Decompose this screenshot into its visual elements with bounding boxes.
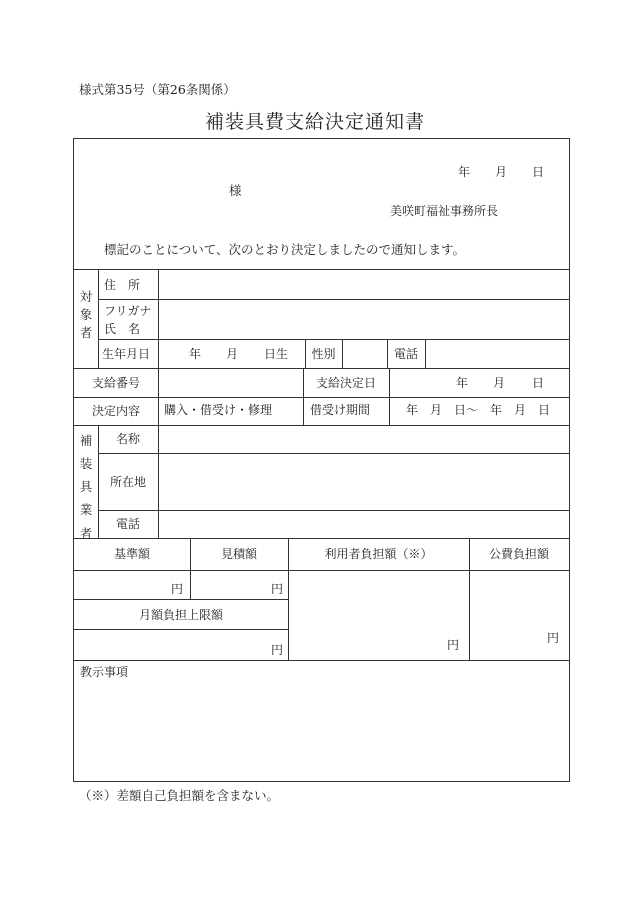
phone-label: 電話	[393, 347, 418, 361]
furigana-label: フリガナ	[104, 304, 152, 318]
name-label: 氏 名	[104, 322, 141, 336]
estimate-amount-yen: 円	[271, 582, 284, 596]
public-burden-label: 公費負担額	[488, 547, 549, 561]
form-frame	[73, 138, 570, 782]
footnote: （※）差額自己負担額を含まない。	[79, 788, 280, 803]
form-number: 様式第35号（第26条関係）	[79, 82, 236, 97]
vendor-section-label: 補 装 具 業 者	[79, 433, 93, 541]
public-burden-yen: 円	[547, 631, 560, 645]
vendor-location-label: 所在地	[109, 475, 146, 489]
estimate-amount-label: 見積額	[220, 547, 257, 561]
decision-year-label: 年	[456, 376, 469, 390]
content-label: 決定内容	[91, 404, 140, 418]
monthly-cap-label: 月額負担上限額	[138, 608, 223, 622]
vendor-name-label: 名称	[115, 432, 140, 446]
user-burden-label: 利用者負担額（※）	[324, 547, 433, 561]
page-title: 補装具費支給決定通知書	[204, 111, 425, 133]
honorific: 様	[229, 183, 242, 198]
issuer: 美咲町福祉事務所長	[390, 204, 499, 218]
sex-label: 性別	[311, 347, 336, 361]
user-burden-yen: 円	[447, 638, 460, 652]
notice-message: 標記のことについて、次のとおり決定しましたので通知します。	[104, 242, 466, 257]
birthdate-label: 生年月日	[102, 347, 151, 361]
decision-day-label: 日	[532, 376, 545, 390]
decision-date-label: 支給決定日	[315, 376, 376, 390]
loan-period-value: 年 月 日～ 年 月 日	[406, 403, 551, 417]
standard-amount-label: 基準額	[113, 547, 150, 561]
birth-year-label: 年	[189, 347, 202, 361]
notice-day: 日	[532, 165, 545, 179]
remarks-label: 教示事項	[80, 665, 129, 679]
vendor-phone-label: 電話	[115, 517, 140, 531]
notice-year: 年	[458, 165, 471, 179]
decision-month-label: 月	[493, 376, 506, 390]
content-value: 購入・借受け・修理	[164, 403, 273, 417]
recipient-section-label: 対 象 者	[79, 289, 93, 341]
birth-day-label: 日生	[264, 347, 289, 361]
payment-number-label: 支給番号	[91, 376, 140, 390]
standard-amount-yen: 円	[171, 582, 184, 596]
monthly-cap-yen: 円	[271, 643, 284, 657]
birth-month-label: 月	[226, 347, 239, 361]
loan-period-label: 借受け期間	[310, 403, 371, 417]
address-label: 住 所	[104, 278, 141, 292]
notice-month: 月	[495, 165, 508, 179]
